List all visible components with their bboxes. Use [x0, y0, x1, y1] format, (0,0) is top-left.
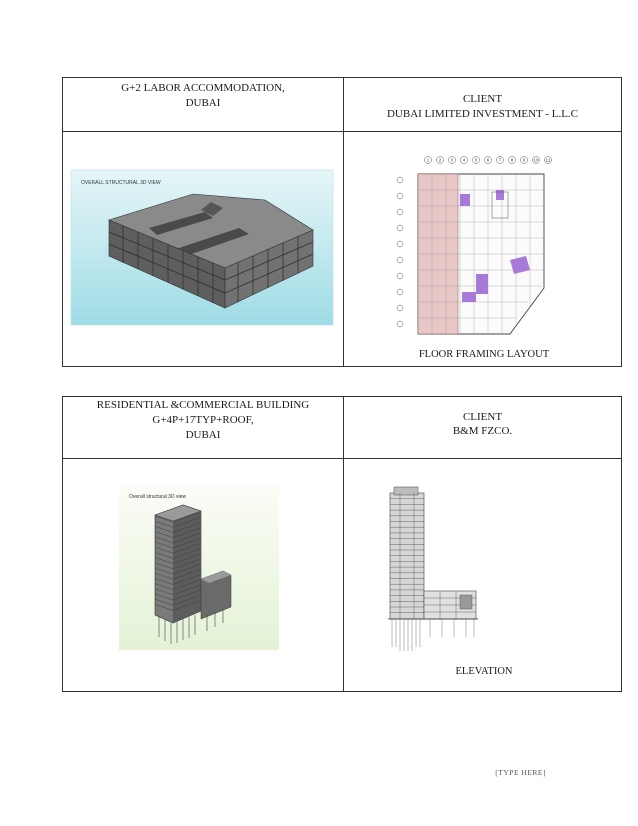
grid-label: 2: [438, 157, 442, 163]
project-1-title-cell: [63, 78, 343, 131]
project-2-client-heading: CLIENT: [462, 411, 503, 423]
project-1-client-cell: [344, 78, 621, 131]
grid-label: 9: [522, 157, 526, 163]
project-1-title-line-1: G+2 LABOR ACCOMMODATION,: [121, 82, 285, 94]
project-1-title-line-2: DUBAI: [185, 97, 221, 109]
project-2-3d-view-image: [63, 459, 343, 691]
project-2-caption: ELEVATION: [455, 666, 513, 677]
project-2-client-cell: [344, 397, 621, 458]
project-2-elevation-cell: [344, 459, 621, 691]
project-1-header-row: [63, 78, 621, 132]
project-2-header-row: [63, 397, 621, 459]
project-2-image-label: Overall structural 3D view: [129, 494, 186, 500]
grid-label: 8: [510, 157, 514, 163]
grid-label: 11: [545, 157, 551, 163]
project-2-client-name: B&M FZCO.: [452, 425, 513, 437]
project-table-2: [62, 396, 622, 692]
project-2-title-line-3: DUBAI: [185, 429, 221, 441]
project-2-3d-view-cell: [63, 459, 343, 691]
project-2-title-line-2: G+4P+17TYP+ROOF,: [152, 414, 254, 426]
project-1-client-name: DUBAI LIMITED INVESTMENT - L.L.C: [386, 108, 579, 120]
project-2-title-line-1: RESIDENTIAL &COMMERCIAL BUILDING: [96, 399, 310, 411]
project-1-caption: FLOOR FRAMING LAYOUT: [418, 349, 550, 360]
project-1-image-row: [63, 132, 621, 366]
project-1-image-label: OVERALL STRUCTURAL 3D VIEW: [81, 180, 161, 186]
grid-label: 1: [426, 157, 430, 163]
project-table-1: [62, 77, 622, 367]
project-2-elevation-image: [344, 459, 623, 691]
grid-label: 6: [486, 157, 490, 163]
grid-label: 7: [498, 157, 502, 163]
grid-label: 3: [450, 157, 454, 163]
project-1-3d-view-cell: [63, 132, 343, 366]
grid-label: 10: [533, 157, 539, 163]
page-footer: [TYPE HERE]: [495, 768, 546, 777]
project-1-3d-view-image: [63, 132, 343, 366]
project-2-title-cell: [63, 397, 343, 458]
project-1-floor-plan-image: [344, 132, 623, 366]
project-1-client-heading: CLIENT: [462, 93, 503, 105]
project-1-floor-plan-cell: [344, 132, 621, 366]
project-2-image-row: [63, 459, 621, 691]
grid-label: 5: [474, 157, 478, 163]
grid-label: 4: [462, 157, 466, 163]
